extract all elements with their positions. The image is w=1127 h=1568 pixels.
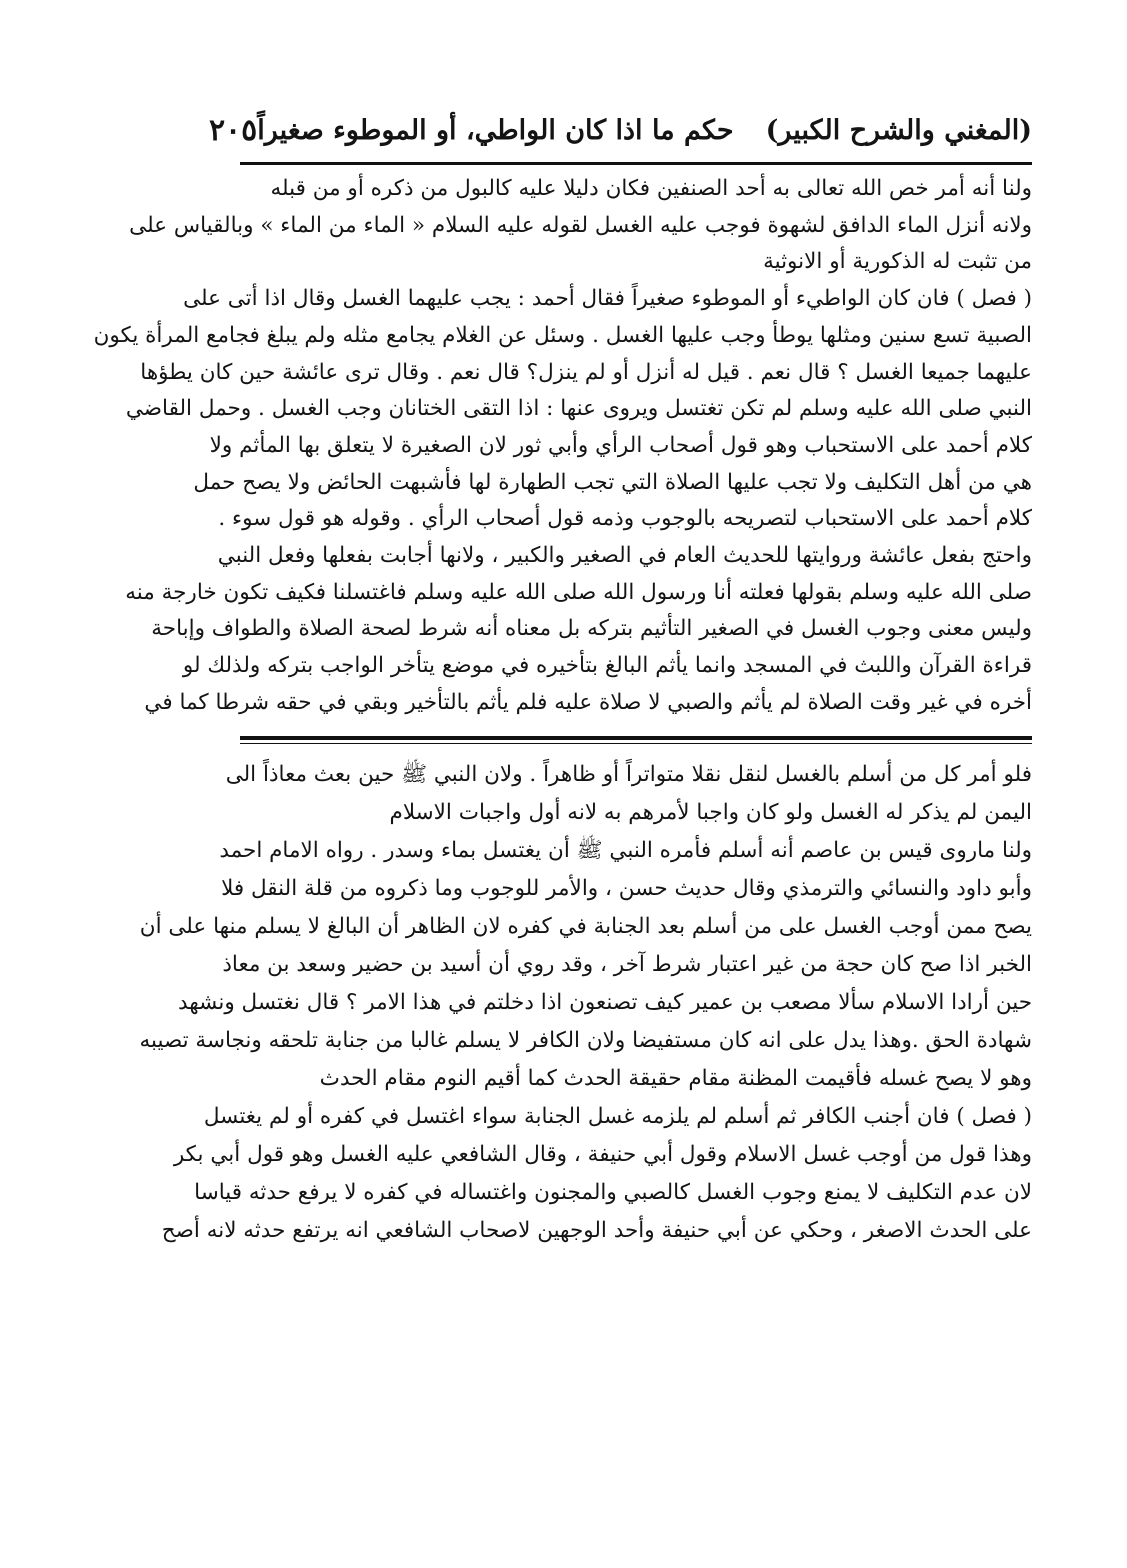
main-text-line: وليس معنى وجوب الغسل في الصغير التأثيم بتركه بل معناه أنه شرط لصحة الصلاة والطواف وإباحة xyxy=(151,616,1032,642)
main-text-line: ( فصل ) فان كان الواطيء أو الموطوء صغيراً فقال أحمد : يجب عليهما الغسل وقال اذا أتى على xyxy=(183,286,1032,312)
main-text-line: من تثبت له الذكورية أو الانوثية xyxy=(763,249,1032,275)
main-text-block xyxy=(93,171,1032,722)
commentary-text-line: ولنا ماروى قيس بن عاصم أنه أسلم فأمره النبي ﷺ أن يغتسل بماء وسدر . رواه الامام احمد xyxy=(219,837,1032,863)
main-text-line: النبي صلى الله عليه وسلم لم تكن تغتسل ويروى عنها : اذا التقى الختانان وجب الغسل . وحمل القاضي xyxy=(125,396,1032,422)
main-text-line: هي من أهل التكليف ولا تجب عليها الصلاة التي تجب الطهارة لها فأشبهت الحائض ولا يصح حمل xyxy=(193,469,1032,495)
main-text-line: ولنا أنه أمر خص الله تعالى به أحد الصنفين فكان دليلا عليه كالبول من ذكره أو من قبله xyxy=(270,176,1032,201)
main-text-line: واحتج بفعل عائشة وروايتها للحديث العام في الصغير والكبير ، ولانها أجابت بفعلها وفعل النبي xyxy=(217,543,1032,569)
separator-thick-rule xyxy=(240,736,1032,740)
main-text-line: أخره في غير وقت الصلاة لم يأثم والصبي لا صلاة عليه فلم يأثم بالتأخير وبقي في حقه شرطا كما في xyxy=(144,689,1032,715)
commentary-text-line: وأبو داود والنسائي والترمذي وقال حديث حسن ، والأمر للوجوب وما ذكروه من قلة النقل فلا xyxy=(221,875,1032,901)
main-text-line: كلام أحمد على الاستحباب وهو قول أصحاب الرأي وأبي ثور لان الصغيرة لا يتعلق بها المأثم ولا xyxy=(209,432,1032,458)
commentary-text-line: شهادة الحق .وهذا يدل على انه كان مستفيضا ولان الكافر لا يسلم غالبا من جنابة تلحقه ونجاسة تصيبه xyxy=(139,1027,1032,1053)
main-text-line: ولانه أنزل الماء الدافق لشهوة فوجب عليه الغسل لقوله عليه السلام « الماء من الماء » وبالقياس على xyxy=(129,212,1032,238)
section-separator xyxy=(240,736,1032,744)
main-text-line: عليهما جميعا الغسل ؟ قال نعم . قيل له أنزل أو لم ينزل؟ قال نعم . وقال ترى عائشة حين كان يطؤها xyxy=(140,359,1032,385)
commentary-text-line: لان عدم التكليف لا يمنع وجوب الغسل كالصبي والمجنون واغتساله في كفره لا يرفع حدثه قياسا xyxy=(194,1179,1032,1205)
header-rule xyxy=(240,162,1032,165)
running-header xyxy=(208,100,1032,160)
main-text-line: الصبية تسع سنين ومثلها يوطأ وجب عليها الغسل . وسئل عن الغلام يجامع مثله ولم يبلغ فجامع المرأة يكون xyxy=(93,322,1032,348)
commentary-text-line: وهو لا يصح غسله فأقيمت المظنة مقام حقيقة الحدث كما أقيم النوم مقام الحدث xyxy=(319,1065,1032,1091)
main-text-line: كلام أحمد على الاستحباب لتصريحه بالوجوب وذمه قول أصحاب الرأي . وقوله هو قول سوء . xyxy=(218,506,1032,532)
commentary-text-line: اليمن لم يذكر له الغسل ولو كان واجبا لأمرهم به لانه أول واجبات الاسلام xyxy=(389,799,1032,825)
section-title: حكم ما اذا كان الواطي، أو الموطوء صغيراً xyxy=(257,114,734,146)
main-text-line: صلى الله عليه وسلم بقولها فعلته أنا ورسول الله صلى الله عليه وسلم فاغتسلنا فكيف تكون خارجة منه xyxy=(125,579,1032,605)
book-title: (المغني والشرح الكبير) xyxy=(765,114,1032,146)
book-page xyxy=(93,100,1032,1250)
commentary-text-block xyxy=(139,756,1032,1250)
separator-thin-rule xyxy=(240,743,1032,744)
commentary-text-line: وهذا قول من أوجب غسل الاسلام وقول أبي حنيفة ، وقال الشافعي عليه الغسل وهو قول أبي بكر xyxy=(173,1141,1032,1167)
commentary-text-line: الخبر اذا صح كان حجة من غير اعتبار شرط آخر ، وقد روي أن أسيد بن حضير وسعد بن معاذ xyxy=(222,951,1032,977)
commentary-text-line: ( فصل ) فان أجنب الكافر ثم أسلم لم يلزمه غسل الجنابة سواء اغتسل في كفره أو لم يغتسل xyxy=(203,1103,1032,1129)
commentary-text-line: حين أرادا الاسلام سألا مصعب بن عمير كيف تصنعون اذا دخلتم في هذا الامر ؟ قال نغتسل ونشهد xyxy=(177,989,1032,1015)
main-text-line: قراءة القرآن واللبث في المسجد وانما يأثم البالغ بتأخيره في موضع يتأخر الواجب بتركه ولذلك لو xyxy=(182,653,1032,679)
commentary-text-line: يصح ممن أوجب الغسل على من أسلم بعد الجنابة في كفره لان الظاهر أن البالغ لا يسلم منها على أن xyxy=(139,913,1032,939)
page-number: ٢٠٥ xyxy=(208,112,258,148)
commentary-text-line: فلو أمر كل من أسلم بالغسل لنقل نقلا متواتراً أو ظاهراً . ولان النبي ﷺ حين بعث معاذاً الى xyxy=(225,761,1032,787)
commentary-text-line: على الحدث الاصغر ، وحكي عن أبي حنيفة وأحد الوجهين لاصحاب الشافعي انه يرتفع حدثه لانه أصح xyxy=(161,1217,1032,1243)
